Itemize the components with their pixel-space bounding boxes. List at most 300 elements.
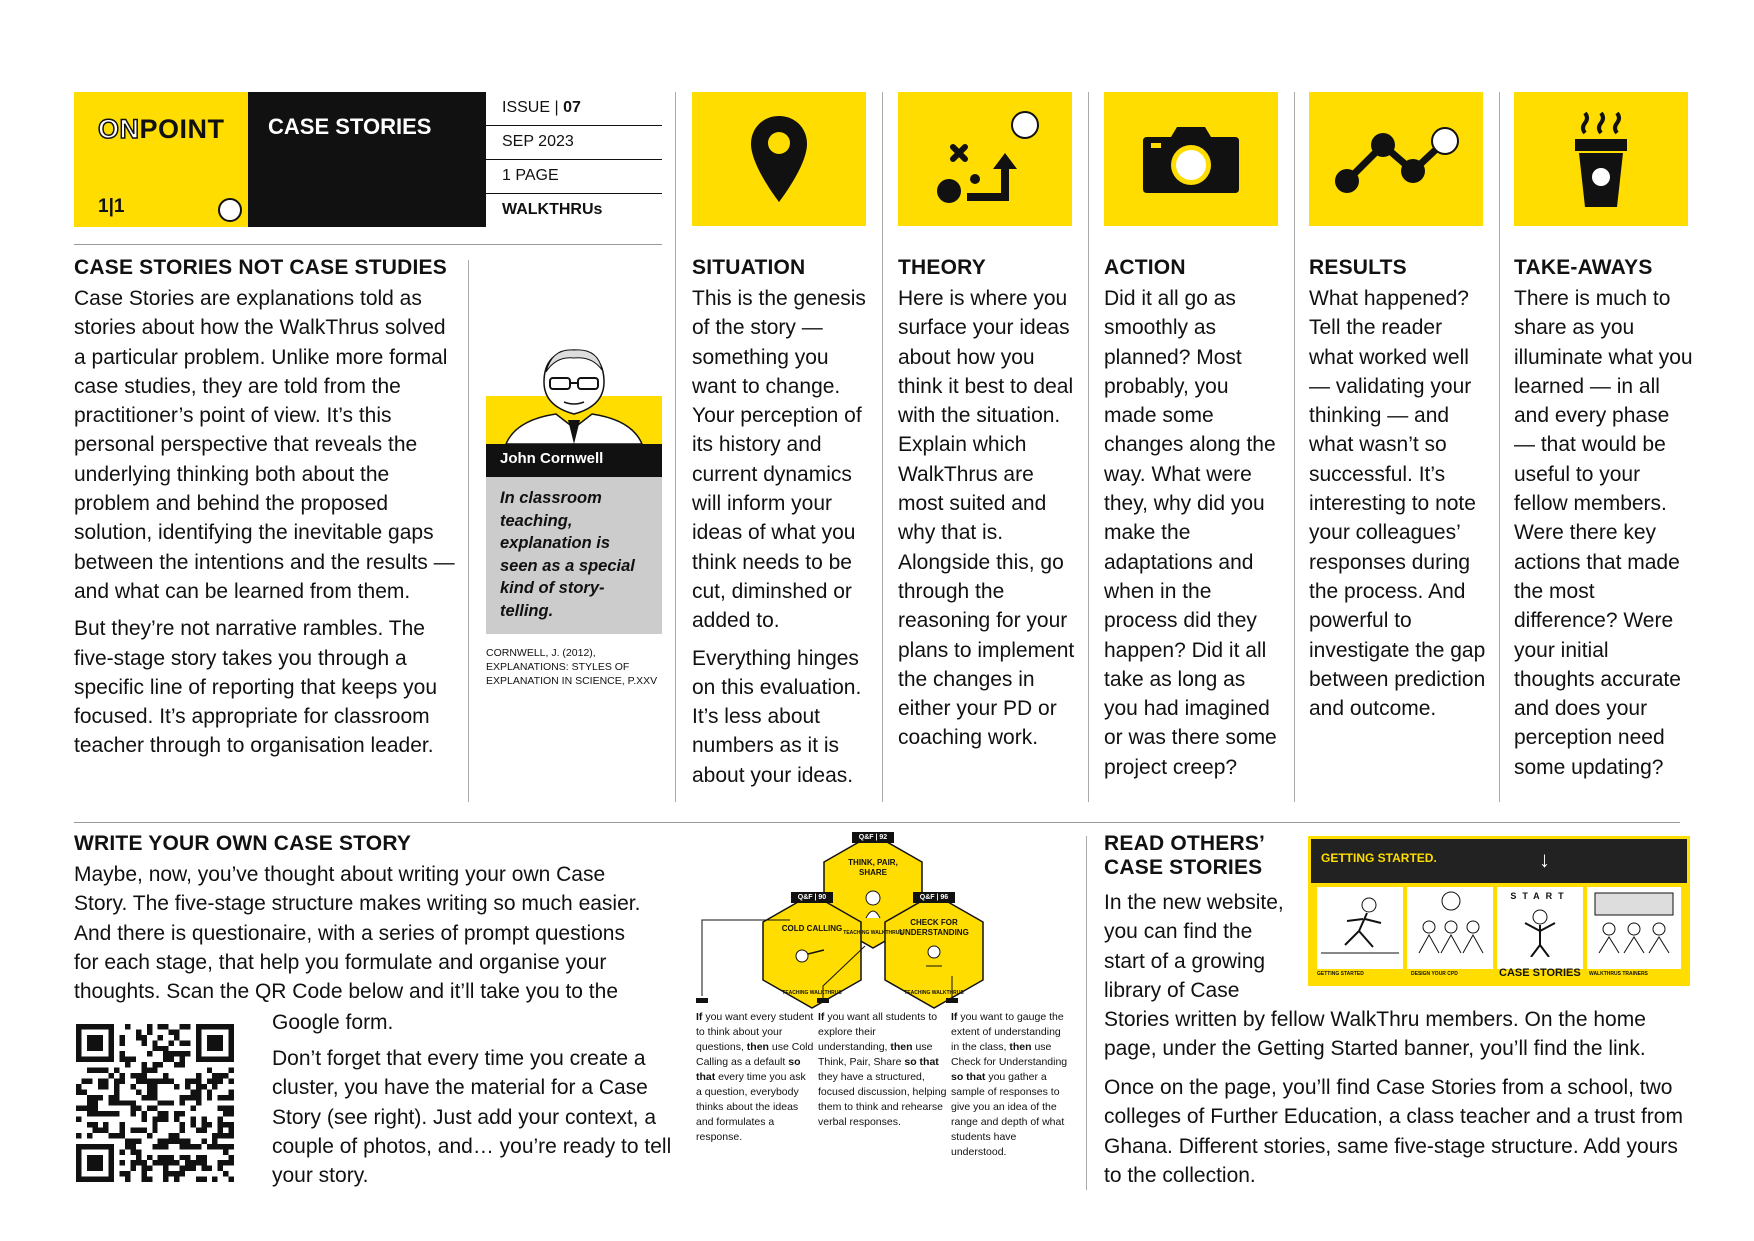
read-heading: READ OTHERS’ CASE STORIES <box>1104 832 1266 879</box>
qr-module <box>190 1095 195 1100</box>
qr-module <box>120 1051 125 1056</box>
qr-module <box>185 1084 190 1089</box>
qr-module <box>163 1051 168 1056</box>
qr-module <box>136 1035 141 1040</box>
qr-module <box>120 1100 125 1105</box>
cluster-note: If you want to gauge the extent of understanding in the class, then use Check for Understanding so that you gather a sample of responses to give you an idea of the range and depth of what students have understood. <box>951 1011 1068 1158</box>
qr-module <box>207 1166 212 1171</box>
qr-module <box>223 1111 228 1116</box>
qr-module <box>141 1171 146 1176</box>
qr-module <box>103 1084 108 1089</box>
qr-module <box>223 1073 228 1078</box>
qr-module <box>158 1144 163 1149</box>
stage-situation <box>692 256 872 790</box>
qr-module <box>141 1111 146 1116</box>
qr-module <box>76 1084 81 1089</box>
page-indicator: 1|1 <box>98 196 125 217</box>
qr-module <box>152 1160 157 1165</box>
strategy-icon <box>898 92 1072 226</box>
tile-label: CASE STORIES <box>1499 967 1581 979</box>
qr-module <box>218 1073 223 1078</box>
qr-module <box>158 1024 163 1029</box>
qr-module <box>152 1128 157 1133</box>
qr-module <box>130 1111 135 1116</box>
qr-module <box>158 1160 163 1165</box>
tile-label: WALKTHRUS TRAINERS <box>1589 971 1648 977</box>
qr-module <box>190 1122 195 1127</box>
qr-module <box>130 1057 135 1062</box>
banner-tile-case-stories[interactable] <box>1497 887 1583 969</box>
qr-module <box>152 1084 157 1089</box>
qr-module <box>190 1166 195 1171</box>
column-divider <box>675 92 676 802</box>
qr-module <box>196 1089 201 1094</box>
qr-module <box>109 1100 114 1105</box>
qr-module <box>163 1160 168 1165</box>
qr-module <box>201 1160 206 1165</box>
qr-module <box>180 1128 185 1133</box>
qr-module <box>158 1117 163 1122</box>
qr-module <box>76 1106 81 1111</box>
qr-module <box>212 1144 217 1149</box>
qr-module <box>158 1046 163 1051</box>
qr-module <box>76 1089 81 1094</box>
qr-module <box>152 1062 157 1067</box>
qr-module <box>152 1106 157 1111</box>
qr-module <box>196 1128 201 1133</box>
stage-text: Everything hinges on this evaluation. It’s less about numbers as it is about your ideas. <box>692 646 862 787</box>
qr-module <box>130 1106 135 1111</box>
qr-module <box>174 1029 179 1034</box>
qr-module <box>201 1128 206 1133</box>
qr-module <box>212 1138 217 1143</box>
qr-module <box>120 1133 125 1138</box>
qr-module <box>120 1078 125 1083</box>
qr-module <box>180 1040 185 1045</box>
qr-module <box>120 1057 125 1062</box>
qr-module <box>180 1171 185 1176</box>
brand-block <box>74 92 248 227</box>
qr-module <box>92 1106 97 1111</box>
qr-module <box>147 1095 152 1100</box>
arrow-down-icon: ↓ <box>1539 847 1550 872</box>
qr-module <box>180 1062 185 1067</box>
quote-text: In classroom teaching, explanation is seen as a special kind of story-telling. <box>486 477 662 634</box>
hex-title: THINK, PAIR, SHARE <box>848 858 898 877</box>
qr-module <box>147 1166 152 1171</box>
qr-module <box>169 1029 174 1034</box>
qr-module <box>190 1078 195 1083</box>
pages-row: 1 PAGE <box>486 160 662 194</box>
qr-module <box>185 1040 190 1045</box>
column-divider <box>468 260 469 802</box>
qr-module <box>174 1138 179 1143</box>
qr-module <box>87 1095 92 1100</box>
qr-module <box>147 1089 152 1094</box>
banner-title: GETTING STARTED. <box>1321 851 1437 865</box>
qr-module <box>174 1035 179 1040</box>
qr-module <box>196 1078 201 1083</box>
qr-module <box>163 1166 168 1171</box>
qr-module <box>147 1084 152 1089</box>
qr-module <box>163 1111 168 1116</box>
qr-module <box>109 1073 114 1078</box>
qr-module <box>103 1122 108 1127</box>
qr-module <box>76 1117 81 1122</box>
hex-footer: TEACHING WALKTHRUS <box>904 990 964 996</box>
section-divider <box>74 822 1680 823</box>
qr-module <box>103 1078 108 1083</box>
qr-module <box>141 1035 146 1040</box>
qr-module <box>163 1078 168 1083</box>
stage-take-aways <box>1514 256 1694 782</box>
qr-module <box>218 1160 223 1165</box>
qr-module <box>147 1177 152 1182</box>
qr-module <box>212 1073 217 1078</box>
qr-module <box>180 1057 185 1062</box>
hex-tag: Q&F | 90 <box>797 894 827 901</box>
qr-module <box>103 1128 108 1133</box>
qr-module <box>174 1084 179 1089</box>
qr-module <box>98 1128 103 1133</box>
qr-module <box>152 1089 157 1094</box>
qr-module <box>92 1068 97 1073</box>
qr-module <box>120 1040 125 1045</box>
qr-module <box>163 1117 168 1122</box>
qr-module <box>229 1133 234 1138</box>
qr-module <box>152 1068 157 1073</box>
qr-module <box>152 1117 157 1122</box>
qr-module <box>76 1133 81 1138</box>
qr-module <box>229 1111 234 1116</box>
column-divider <box>1088 92 1089 802</box>
qr-module <box>114 1133 119 1138</box>
qr-module <box>130 1138 135 1143</box>
qr-module <box>120 1128 125 1133</box>
qr-module <box>120 1171 125 1176</box>
qr-module <box>229 1068 234 1073</box>
qr-module <box>229 1144 234 1149</box>
qr-module <box>141 1117 146 1122</box>
qr-module <box>196 1073 201 1078</box>
qr-module <box>207 1089 212 1094</box>
intro-section <box>74 256 458 761</box>
qr-module <box>163 1171 168 1176</box>
quote-card <box>486 444 662 688</box>
qr-module <box>163 1177 168 1182</box>
qr-module <box>147 1068 152 1073</box>
qr-module <box>120 1035 125 1040</box>
intro-heading: CASE STORIES NOT CASE STUDIES <box>74 256 447 279</box>
quote-citation: CORNWELL, J. (2012), EXPLANATIONS: STYLES OF EXPLANATION IN SCIENCE, P.XXV <box>486 647 658 687</box>
qr-finder <box>207 1035 223 1051</box>
qr-module <box>87 1100 92 1105</box>
qr-module <box>81 1078 86 1083</box>
qr-module <box>180 1155 185 1160</box>
qr-module <box>125 1144 130 1149</box>
qr-module <box>180 1024 185 1029</box>
qr-module <box>223 1144 228 1149</box>
qr-module <box>169 1057 174 1062</box>
qr-module <box>169 1078 174 1083</box>
qr-module <box>163 1046 168 1051</box>
qr-module <box>92 1128 97 1133</box>
qr-module <box>190 1089 195 1094</box>
qr-module <box>180 1144 185 1149</box>
qr-module <box>141 1040 146 1045</box>
qr-module <box>158 1062 163 1067</box>
qr-module <box>223 1171 228 1176</box>
qr-module <box>207 1095 212 1100</box>
qr-module <box>190 1117 195 1122</box>
qr-module <box>152 1095 157 1100</box>
qr-module <box>130 1073 135 1078</box>
issue-row: ISSUE | 07 <box>486 92 662 126</box>
qr-module <box>185 1166 190 1171</box>
qr-module <box>174 1171 179 1176</box>
qr-module <box>158 1078 163 1083</box>
header-divider <box>74 244 662 245</box>
qr-module <box>114 1100 119 1105</box>
qr-module <box>218 1144 223 1149</box>
banner-tile[interactable] <box>1317 887 1403 969</box>
stage-text: There is much to share as you illuminate what you learned — in all and every phase — that would be useful to your fellow members. Were there key actions that made the most difference? Were your initial thoughts accurate and does your perception need some updating? <box>1514 287 1693 779</box>
qr-module <box>141 1068 146 1073</box>
qr-module <box>185 1155 190 1160</box>
stage-action <box>1104 256 1284 782</box>
hex-title: COLD CALLING <box>781 924 843 933</box>
qr-module <box>141 1062 146 1067</box>
column-divider <box>1086 836 1087 1190</box>
qr-module <box>229 1155 234 1160</box>
qr-module <box>158 1111 163 1116</box>
stage-title: TAKE-AWAYS <box>1514 256 1653 279</box>
qr-module <box>158 1100 163 1105</box>
qr-module <box>120 1073 125 1078</box>
section-title-block <box>248 92 486 227</box>
qr-module <box>92 1100 97 1105</box>
stage-title: ACTION <box>1104 256 1186 279</box>
tile-label: GETTING STARTED <box>1317 971 1364 977</box>
qr-module <box>212 1177 217 1182</box>
qr-module <box>207 1144 212 1149</box>
read-paragraph-end: Stories written by fellow WalkThru members. On the home page, under the Getting Started banner, you’ll find the link. <box>1104 1008 1646 1061</box>
qr-module <box>218 1133 223 1138</box>
coffee-cup-icon <box>1514 92 1688 226</box>
qr-finder <box>87 1035 103 1051</box>
qr-module <box>185 1051 190 1056</box>
qr-module <box>180 1095 185 1100</box>
qr-module <box>169 1051 174 1056</box>
qr-module <box>218 1078 223 1083</box>
qr-module <box>223 1133 228 1138</box>
qr-module <box>174 1117 179 1122</box>
publisher-row: WALKTHRUs <box>502 201 603 218</box>
qr-module <box>114 1078 119 1083</box>
read-section <box>1104 832 1304 1005</box>
stage-text: What happened? Tell the reader what worked well — validating your thinking — and what wasn’t so successful. It’s interesting to note your colleagues’ responses during the process. And powerful to investigate the gap between prediction and outcome. <box>1309 287 1486 721</box>
qr-module <box>130 1149 135 1154</box>
qr-module <box>229 1128 234 1133</box>
qr-module <box>92 1095 97 1100</box>
qr-module <box>125 1138 130 1143</box>
qr-module <box>169 1171 174 1176</box>
qr-module <box>98 1068 103 1073</box>
qr-module <box>141 1166 146 1171</box>
stage-title: THEORY <box>898 256 986 279</box>
qr-module <box>218 1128 223 1133</box>
qr-module <box>212 1133 217 1138</box>
qr-module <box>87 1106 92 1111</box>
qr-module <box>130 1144 135 1149</box>
stage-title: SITUATION <box>692 256 806 279</box>
qr-module <box>169 1100 174 1105</box>
qr-module <box>136 1029 141 1034</box>
getting-started-banner[interactable] <box>1308 836 1690 986</box>
qr-module <box>218 1117 223 1122</box>
qr-module <box>196 1144 201 1149</box>
qr-module <box>212 1084 217 1089</box>
qr-module <box>114 1068 119 1073</box>
qr-module <box>81 1106 86 1111</box>
location-pin-icon <box>692 92 866 226</box>
qr-module <box>147 1024 152 1029</box>
qr-module <box>185 1138 190 1143</box>
date-row: SEP 2023 <box>486 126 662 160</box>
qr-module <box>130 1100 135 1105</box>
qr-module <box>163 1073 168 1078</box>
qr-module <box>201 1155 206 1160</box>
qr-module <box>185 1078 190 1083</box>
write-section <box>74 832 674 1006</box>
stage-text: This is the genesis of the story — something you want to change. Your perception of its history and current dynamics will inform your ideas of what you think needs to be cut, diminshed or added to. <box>692 287 866 633</box>
tile-label: DESIGN YOUR CPD <box>1411 971 1458 977</box>
qr-module <box>141 1095 146 1100</box>
qr-module <box>169 1160 174 1165</box>
qr-module <box>103 1111 108 1116</box>
qr-module <box>223 1149 228 1154</box>
cluster-note: If you want all students to explore their understanding, then use Think, Pair, Share so that they have a structured, focused discussion, helping them to think and rehearse verbal responses. <box>818 1011 947 1128</box>
start-letters: START <box>1510 891 1570 901</box>
qr-module <box>196 1177 201 1182</box>
qr-module <box>136 1089 141 1094</box>
column-divider <box>882 92 883 802</box>
brand-logo: ONPOINT <box>98 114 225 144</box>
qr-module <box>120 1122 125 1127</box>
banner-tile[interactable] <box>1587 887 1681 969</box>
qr-module <box>87 1078 92 1083</box>
qr-module <box>130 1166 135 1171</box>
qr-module <box>163 1100 168 1105</box>
stage-results <box>1309 256 1489 723</box>
qr-module <box>180 1122 185 1127</box>
qr-module <box>125 1171 130 1176</box>
qr-module <box>185 1095 190 1100</box>
camera-icon <box>1104 92 1278 226</box>
qr-module <box>98 1078 103 1083</box>
hex-footer: TEACHING WALKTHRUS <box>782 990 842 996</box>
issue-meta <box>486 92 662 228</box>
intro-paragraph: Case Stories are explanations told as stories about how the WalkThrus solved a particular problem. Unlike more formal case studies, they are told from the practitioner’s point of view. It’s this personal perspective that reveals the underlying thinking both about the problem and behind the proposed solution, identifying the inevitable gaps between the intentions and the results — and what can be learned from them. <box>74 287 455 603</box>
qr-module <box>163 1144 168 1149</box>
qr-module <box>120 1160 125 1165</box>
qr-module <box>163 1057 168 1062</box>
qr-code[interactable] <box>76 1024 234 1182</box>
qr-module <box>229 1078 234 1083</box>
qr-module <box>147 1155 152 1160</box>
qr-module <box>141 1073 146 1078</box>
qr-module <box>130 1084 135 1089</box>
qr-module <box>141 1160 146 1165</box>
qr-module <box>163 1024 168 1029</box>
qr-module <box>223 1122 228 1127</box>
qr-module <box>201 1177 206 1182</box>
banner-tile[interactable] <box>1407 887 1493 969</box>
qr-module <box>169 1138 174 1143</box>
qr-module <box>223 1160 228 1165</box>
qr-module <box>141 1078 146 1083</box>
qr-module <box>87 1122 92 1127</box>
qr-module <box>92 1111 97 1116</box>
qr-module <box>174 1051 179 1056</box>
qr-module <box>169 1133 174 1138</box>
qr-module <box>136 1149 141 1154</box>
qr-module <box>152 1078 157 1083</box>
qr-module <box>201 1117 206 1122</box>
stage-theory <box>898 256 1078 753</box>
qr-module <box>114 1089 119 1094</box>
qr-module <box>147 1133 152 1138</box>
qr-module <box>136 1155 141 1160</box>
qr-module <box>218 1122 223 1127</box>
write-paragraph: Maybe, now, you’ve thought about writing your own Case Story. The five-stage structure makes writing so much easier. And there is questionaire, with a series of prompt questions for each stage, that help you formulate and organise your thoughts. Scan the QR Code below and it’ll take you to the <box>74 863 641 1004</box>
qr-module <box>152 1040 157 1045</box>
qr-module <box>180 1051 185 1056</box>
qr-module <box>212 1078 217 1083</box>
qr-module <box>87 1111 92 1116</box>
qr-module <box>174 1160 179 1165</box>
qr-module <box>98 1111 103 1116</box>
qr-module <box>185 1144 190 1149</box>
column-divider <box>1294 92 1295 802</box>
qr-module <box>158 1138 163 1143</box>
qr-module <box>218 1106 223 1111</box>
column-divider <box>1499 92 1500 802</box>
hex-footer: TEACHING WALKTHRUS <box>843 930 903 936</box>
qr-module <box>218 1095 223 1100</box>
qr-module <box>201 1122 206 1127</box>
stage-title: RESULTS <box>1309 256 1407 279</box>
read-paragraph-2: Once on the page, you’ll find Case Stories from a school, two colleges of Further Education, a class teacher and a trust from Ghana. Different stories, same five-stage structure. Add yours to the collection. <box>1104 1076 1683 1187</box>
qr-module <box>169 1155 174 1160</box>
qr-module <box>125 1062 130 1067</box>
qr-module <box>229 1122 234 1127</box>
qr-module <box>229 1089 234 1094</box>
write-paragraph-end: Google form. <box>272 1011 394 1034</box>
qr-module <box>136 1106 141 1111</box>
qr-module <box>152 1046 157 1051</box>
qr-module <box>174 1177 179 1182</box>
qr-module <box>109 1111 114 1116</box>
qr-module <box>125 1100 130 1105</box>
qr-module <box>163 1155 168 1160</box>
qr-module <box>136 1073 141 1078</box>
quote-author: John Cornwell <box>486 444 662 477</box>
write-paragraph-2: Don’t forget that every time you create a cluster, you have the material for a Case Story (see right). Just add your context, a couple of photos, and… you’re ready to tell your story. <box>272 1047 672 1188</box>
qr-module <box>136 1138 141 1143</box>
qr-module <box>196 1084 201 1089</box>
qr-module <box>109 1133 114 1138</box>
